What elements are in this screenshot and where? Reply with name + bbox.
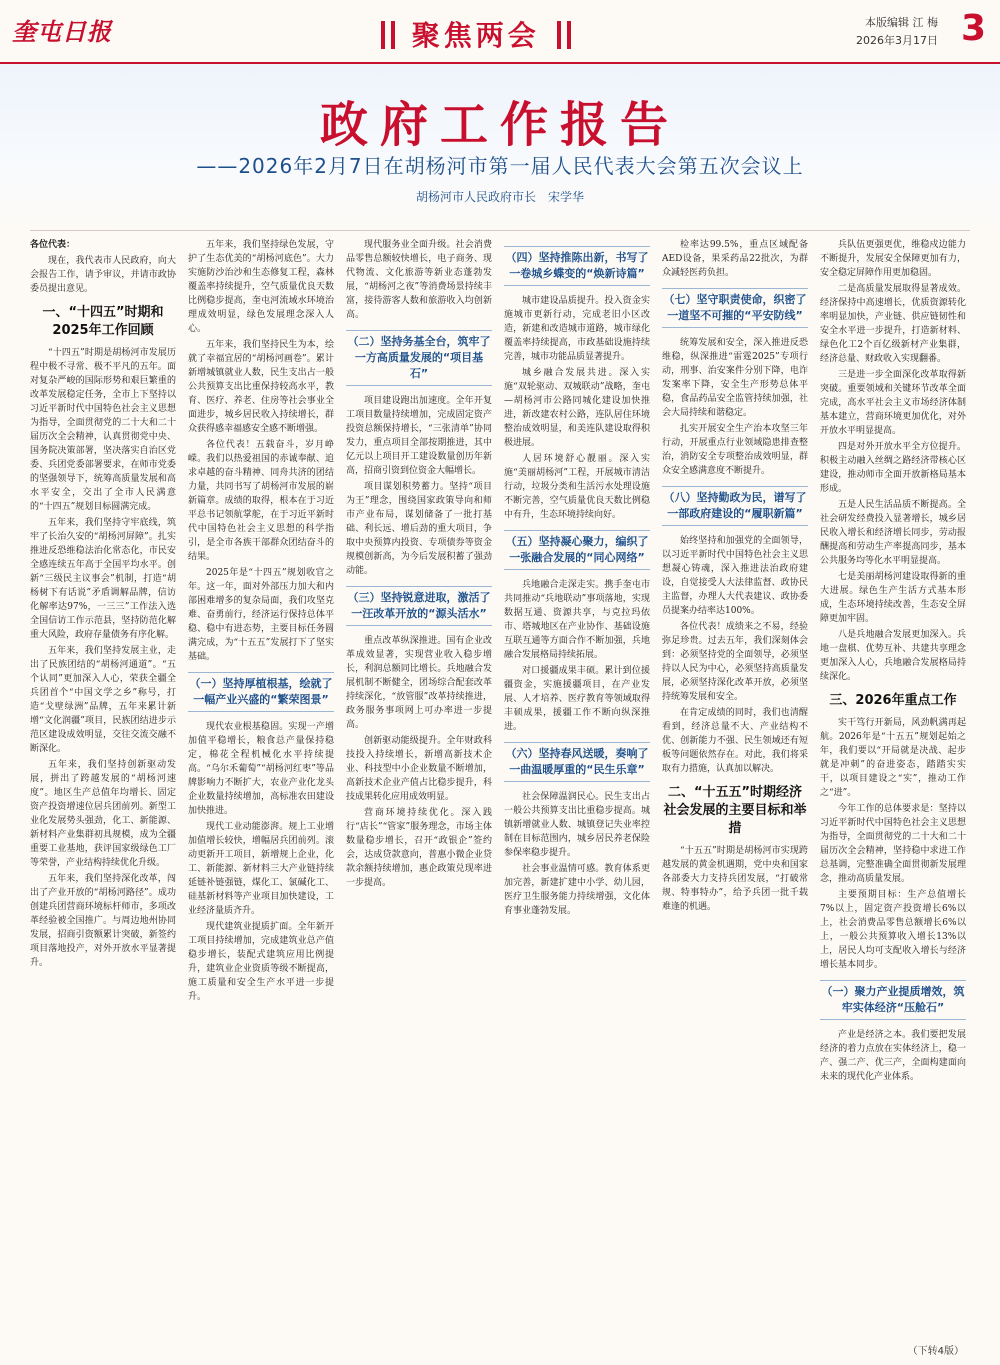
paragraph: 项目谋划积势蓄力。坚持“项目为王”理念，围绕国家政策导向和师市产业布局，谋划储备了一批打基础、利长远、增后劲的重大项目，争取中央预算内投资、专项债券等资金规模创新高，为今后发展积蓄了强劲动能。 — [346, 482, 492, 576]
paragraph: 兵地融合走深走实。携手奎屯市共同推动“兵地联动”事项落地，实现数据互通、资源共享，与克拉玛依市、塔城地区在产业协作、基础设施互联互通等方面合作不断加强，兵地融合发展格局持续拓展。 — [504, 580, 650, 660]
paragraph: 各位代表！成绩来之不易，经验弥足珍贵。过去五年，我们深刻体会到：必须坚持党的全面领导，必须坚持以人民为中心，必须坚持高质量发展，必须坚持深化改革开放，必须坚持统筹发展和安全。 — [662, 622, 808, 702]
paragraph: 五是人民生活品质不断提高。全社会研发经费投入显著增长，城乡居民收入增长和经济增长同步，劳动报酬提高和劳动生产率提高同步，基本公共服务均等化水平明显提高。 — [820, 500, 966, 566]
paragraph: 五年来，我们坚持守牢底线，筑牢了长治久安的“胡杨河屏障”。扎实推进反恐维稳法治化常态化，市民安全感连续五年高于全国平均水平。创新“三级民主议事会”机制，打造“胡杨树下有话说”矛盾调解品牌，信访化解率达97%，一三三”工作法入选全国信访工作示范县，坚持防范化解重大风险，政府存量债务有序化解。 — [30, 518, 176, 640]
paragraph: 对口援疆成果丰硕。累计到位援疆资金，实施援疆项目，在产业发展、人才培养、医疗教育等领域取得丰硕成果，援疆工作不断向纵深推进。 — [504, 666, 650, 732]
paragraph: 五年来，我们坚持创新驱动发展，拼出了跨越发展的“胡杨河速度”。地区生产总值年均增长、固定资产投资增速位居兵团前列。新型工业化发展势头强劲，化工、新能源、新材料产业集群初具规模，成为全疆重要工业基地，获评国家级绿色工厂等荣誉，产业结构持续优化升级。 — [30, 760, 176, 868]
page-meta — [856, 14, 938, 50]
article-title: 政府工作报告 — [319, 97, 680, 153]
paragraph: 2025年是“十四五”规划收官之年。这一年，面对外部压力加大和内部困难增多的复杂局面，我们攻坚克难、奋勇前行，经济运行保持总体平稳、稳中有进态势，主要目标任务圆满完成，为“十五五”发展打下了坚实基础。 — [188, 568, 334, 662]
paragraph: 重点改革纵深推进。国有企业改革成效显著，实现营业收入稳步增长，利润总额同比增长。兵地融合发展机制不断健全，团场综合配套改革持续深化，“放管服”改革持续推进，政务服务事项网上可办率进一步提高。 — [346, 636, 492, 730]
paragraph: 创新驱动能级提升。全年财政科技投入持续增长，新增高新技术企业、科技型中小企业数量不断增加，高新技术企业产值占比稳步提升，科技成果转化应用成效明显。 — [346, 736, 492, 802]
subsection-heading: （四）坚持推陈出新，书写了一卷城乡蝶变的“焕新诗篇” — [504, 246, 650, 286]
section-heading: 一、“十四五”时期和2025年工作回顾 — [42, 305, 164, 338]
text-column — [346, 238, 492, 1328]
text-column — [820, 238, 966, 1328]
section-bar-left-2 — [391, 21, 395, 49]
paragraph: 兵队伍更强更优，维稳戍边能力不断提升，发展安全保障更加有力，安全稳定屏障作用更加稳固。 — [820, 240, 966, 278]
paragraph: 五年来，我们坚持绿色发展，守护了生态优美的“胡杨河底色”。大力实施防沙治沙和生态修复工程，森林覆盖率持续提升，空气质量优良天数比例稳步提高，奎屯河流域水环境治理成效明显，绿色发展理念深入人心。 — [188, 240, 334, 334]
masthead — [0, 0, 1000, 64]
editor-line: 本版编辑 江 梅 — [865, 16, 938, 29]
newspaper-logo: 奎屯日报 — [12, 17, 112, 46]
paragraph: 五年来，我们坚持深化改革，闯出了产业开放的“胡杨河路径”。成功创建兵团营商环境标杆师市，多项改革经验被全国推广。与周边地州协同发展，招商引资额累计突破，新签约项目落地投产，对外开放水平显著提升。 — [30, 874, 176, 968]
text-column — [662, 238, 808, 1328]
subsection-heading: （六）坚持春风送暖，奏响了一曲温暖厚重的“民生乐章” — [504, 742, 650, 782]
subsection-heading: （八）坚持勤政为民，谱写了一部政府建设的“履职新篇” — [662, 486, 808, 526]
paragraph: 现代农业根基稳固。实现一产增加值平稳增长，粮食总产量保持稳定，棉花全程机械化水平持续提高。“乌尔禾葡萄”“胡杨河红枣”等品牌影响力不断扩大，农业产业化龙头企业数量持续增加，高标准农田建设加快推进。 — [188, 722, 334, 816]
paragraph: 检率达99.5%，重点区域配备AED设备，果采药品22批次，为群众减轻医药负担。 — [662, 240, 808, 278]
title-block — [0, 64, 1000, 234]
paragraph: 项目建设跑出加速度。全年开复工项目数量持续增加，完成固定资产投资总额保持增长，“三张清单”协同发力，重点项目全部按期推进，其中亿元以上项目开工建设数量创历年新高，招商引资到位资金大幅增长。 — [346, 396, 492, 476]
paragraph: 城市建设品质提升。投入资金实施城市更新行动，完成老旧小区改造，新建和改造城市道路，城市绿化覆盖率持续提高，市政基础设施持续完善，城市功能品质显著提升。 — [504, 296, 650, 362]
continued-note: （下转4版） — [907, 1346, 964, 1357]
article-author: 胡杨河市人民政府市长 宋学华 — [415, 190, 584, 204]
paragraph: “十五五”时期是胡杨河市实现跨越发展的黄金机遇期，党中央和国家各部委大力支持兵团发展，“打破常规、特事特办”，给予兵团一批千载难逢的机遇。 — [662, 846, 808, 912]
article-subtitle: ——2026年2月7日在胡杨河市第一届人民代表大会第五次会议上 — [196, 154, 804, 178]
paragraph: 扎实开展安全生产治本攻坚三年行动，开展重点行业领域隐患排查整治，消防安全专项整治成效明显，群众安全感满意度不断提升。 — [662, 424, 808, 476]
paragraph: 八是兵地融合发展更加深入。兵地一盘棋、优势互补、共建共享理念更加深入人心，兵地融合发展格局持续深化。 — [820, 630, 966, 682]
paragraph: 现代建筑业提质扩面。全年新开工项目持续增加，完成建筑业总产值稳步增长，装配式建筑应用比例提升，建筑业企业资质等级不断提高，施工质量和安全生产水平进一步提升。 — [188, 922, 334, 1002]
paragraph: 社会保障温润民心。民生支出占一般公共预算支出比重稳步提高。城镇新增就业人数、城镇登记失业率控制在目标范围内，城乡居民养老保险参保率稳步提升。 — [504, 792, 650, 858]
paragraph: “十四五”时期是胡杨河市发展历程中极不寻常、极不平凡的五年。面对复杂严峻的国际形势和艰巨繁重的改革发展稳定任务，全市上下坚持以习近平新时代中国特色社会主义思想为指导，全面贯彻党的二十大和二十届历次全会精神，认真贯彻党中央、国务院决策部署，坚决落实自治区党委、兵团党委部署要求，在师市党委的坚强领导下，统筹高质量发展和高水平安全，交出了全市人民满意的“十四五”规划目标圆满完成。 — [30, 348, 176, 512]
subsection-heading: （二）坚持务基全台，筑牢了一方高质量发展的“项目基石” — [346, 330, 492, 386]
paragraph: 五年来，我们坚持发展主业，走出了民族团结的“胡杨河通道”。“五个认同”更加深入人心，荣获全疆全兵团首个“中国文学之乡”称号，打造“戈壁绿洲”品牌，五年来累计新增“文化润疆”项目，民族团结进步示范区建设成效明显，交往交流交融不断深化。 — [30, 646, 176, 754]
subsection-heading: （三）坚持锐意进取，激活了一汪改革开放的“源头活水” — [346, 586, 492, 626]
subsection-heading: （五）坚持凝心聚力，编织了一张融合发展的“同心网络” — [504, 530, 650, 570]
paragraph: 统筹发展和安全，深入推进反恐维稳，纵深推进“雷霆2025”专项行动，刑事、治安案件分别下降，电诈发案率下降，安全生产形势总体平稳，食品药品安全监管持续加强，社会大局持续和谐稳定。 — [662, 338, 808, 418]
paragraph: 营商环境持续优化。深入践行“店长”“管家”服务理念，市场主体数量稳步增长，召开“政银企”签约会，达成贷款意向，普惠小微企业贷款余额持续增加，惠企政策兑现率进一步提高。 — [346, 808, 492, 888]
paragraph: 今年工作的总体要求是：坚持以习近平新时代中国特色社会主义思想为指导，全面贯彻党的二十大和二十届历次全会精神，坚持稳中求进工作总基调，完整准确全面贯彻新发展理念，推动高质量发展。 — [820, 804, 966, 884]
paragraph: 现代工业动能澎湃。规上工业增加值增长较快，增幅居兵团前列。滚动更新开工项目，新增规上企业，化工、新能源、新材料三大产业链持续延链补链强链，煤化工、氯碱化工、硅基新材料等产业项目加快建设，工业经济量质齐升。 — [188, 822, 334, 916]
section-heading: 二、“十五五”时期经济社会发展的主要目标和举措 — [663, 785, 807, 836]
paragraph: 四是对外开放水平全方位提升。积极主动融入丝绸之路经济带核心区建设，推动师市全面开放新格局基本形成。 — [820, 442, 966, 494]
date-line: 2026年3月17日 — [856, 34, 938, 47]
paragraph: 在肯定成绩的同时，我们也清醒看到，经济总量不大、产业结构不优、创新能力不强、民生领域还有短板等问题依然存在。对此，我们将采取有力措施，认真加以解决。 — [662, 708, 808, 774]
paragraph: 三是进一步全面深化改革取得新突破。重要领域和关键环节改革全面完成，高水平社会主义市场经济体制基本建立，营商环境更加优化，对外开放水平明显提高。 — [820, 370, 966, 436]
paragraph: 各位代表： — [30, 240, 76, 250]
section-title — [378, 14, 574, 54]
text-column — [30, 238, 176, 1328]
paragraph: 主要预期目标：生产总值增长7%以上，固定资产投资增长6%以上，社会消费品零售总额增长6%以上，一般公共预算收入增长13%以上，居民人均可支配收入增长与经济增长基本同步。 — [820, 890, 966, 970]
divider — [30, 230, 970, 231]
paragraph: 人居环境舒心靓丽。深入实施“美丽胡杨河”工程，开展城市清洁行动，垃圾分类和生活污水处理设施不断完善，空气质量优良天数比例稳中有升，生态环境持续向好。 — [504, 454, 650, 520]
paragraph: 现代服务业全面升级。社会消费品零售总额较快增长，电子商务、现代物流、文化旅游等新业态蓬勃发展，“胡杨河之夜”等消费场景持续丰富，接待游客人数和旅游收入均创新高。 — [346, 240, 492, 320]
paragraph: 各位代表！五载奋斗，岁月峥嵘。我们以热爱祖国的赤诚奉献、追求卓越的奋斗精神、同舟共济的团结力量，共同书写了胡杨河市发展的崭新篇章。成绩的取得，根本在于习近平总书记领航掌舵，在于习近平新时代中国特色社会主义思想的科学指引，是全市各族干部群众团结奋斗的结果。 — [188, 440, 334, 562]
paragraph: 五年来，我们坚持民生为本，绘就了幸福宜居的“胡杨河画卷”。累计新增城镇就业人数，民生支出占一般公共预算支出比重保持较高水平，教育、医疗、养老、住房等社会事业全面进步，城乡居民收入持续增长，群众获得感幸福感安全感不断增强。 — [188, 340, 334, 434]
paragraph: 现在，我代表市人民政府，向大会报告工作，请予审议，并请市政协委员提出意见。 — [30, 256, 176, 294]
section-title-text: 聚焦两会 — [411, 19, 540, 52]
paragraph: 七是美丽胡杨河建设取得新的重大进展。绿色生产生活方式基本形成，生态环境持续改善，生态安全屏障更加牢固。 — [820, 572, 966, 624]
section-heading: 三、2026年重点工作 — [829, 693, 957, 708]
article-body — [30, 238, 970, 1328]
subsection-heading: （七）坚守职责使命，织密了一道坚不可摧的“平安防线” — [662, 288, 808, 328]
section-bar-left — [381, 21, 385, 49]
paragraph: 产业是经济之本。我们要把发展经济的着力点放在实体经济上，稳一产、强二产、优三产，全面构建面向未来的现代化产业体系。 — [820, 1030, 966, 1082]
paragraph: 实干笃行开新局，风劲帆满再起航。2026年是“十五五”规划起始之年，我们要以“开局就是决战、起步就是冲刺”的奋进姿态，踏踏实实干，以项目建设之“实”，推动工作之“进”。 — [820, 718, 966, 798]
subsection-heading: （一）坚持厚植根基，绘就了一幅产业兴盛的“繁荣图景” — [188, 672, 334, 712]
paragraph: 二是高质量发展取得显著成效。经济保持中高速增长，优质资源转化率明显加快，产业链、供应链韧性和安全水平进一步提升，打造新材料、绿色化工2个百亿级新材产业集群，经济总量、财政收入实现翻番。 — [820, 284, 966, 364]
paragraph: 始终坚持和加强党的全面领导，以习近平新时代中国特色社会主义思想凝心铸魂，深入推进法治政府建设，自觉接受人大法律监督、政协民主监督，办理人大代表建议、政协委员提案办结率达100%。 — [662, 536, 808, 616]
text-column — [504, 238, 650, 1328]
text-column — [188, 238, 334, 1328]
section-bar-right — [557, 21, 561, 49]
paragraph: 城乡融合发展共进。深入实施“双轮驱动、双城联动”战略，奎屯—胡杨河市公路同城化建设加快推进，新改建农村公路，连队居住环境整治成效明显，和美连队建设取得积极进展。 — [504, 368, 650, 448]
page-number: 3 — [960, 8, 986, 49]
section-bar-right-2 — [567, 21, 571, 49]
paragraph: 社会事业温情可感。教育体系更加完善，新建扩建中小学、幼儿园，医疗卫生服务能力持续增强，文化体育事业蓬勃发展。 — [504, 864, 650, 916]
subsection-heading: （一）聚力产业提质增效，筑牢实体经济“压舱石” — [820, 980, 966, 1020]
